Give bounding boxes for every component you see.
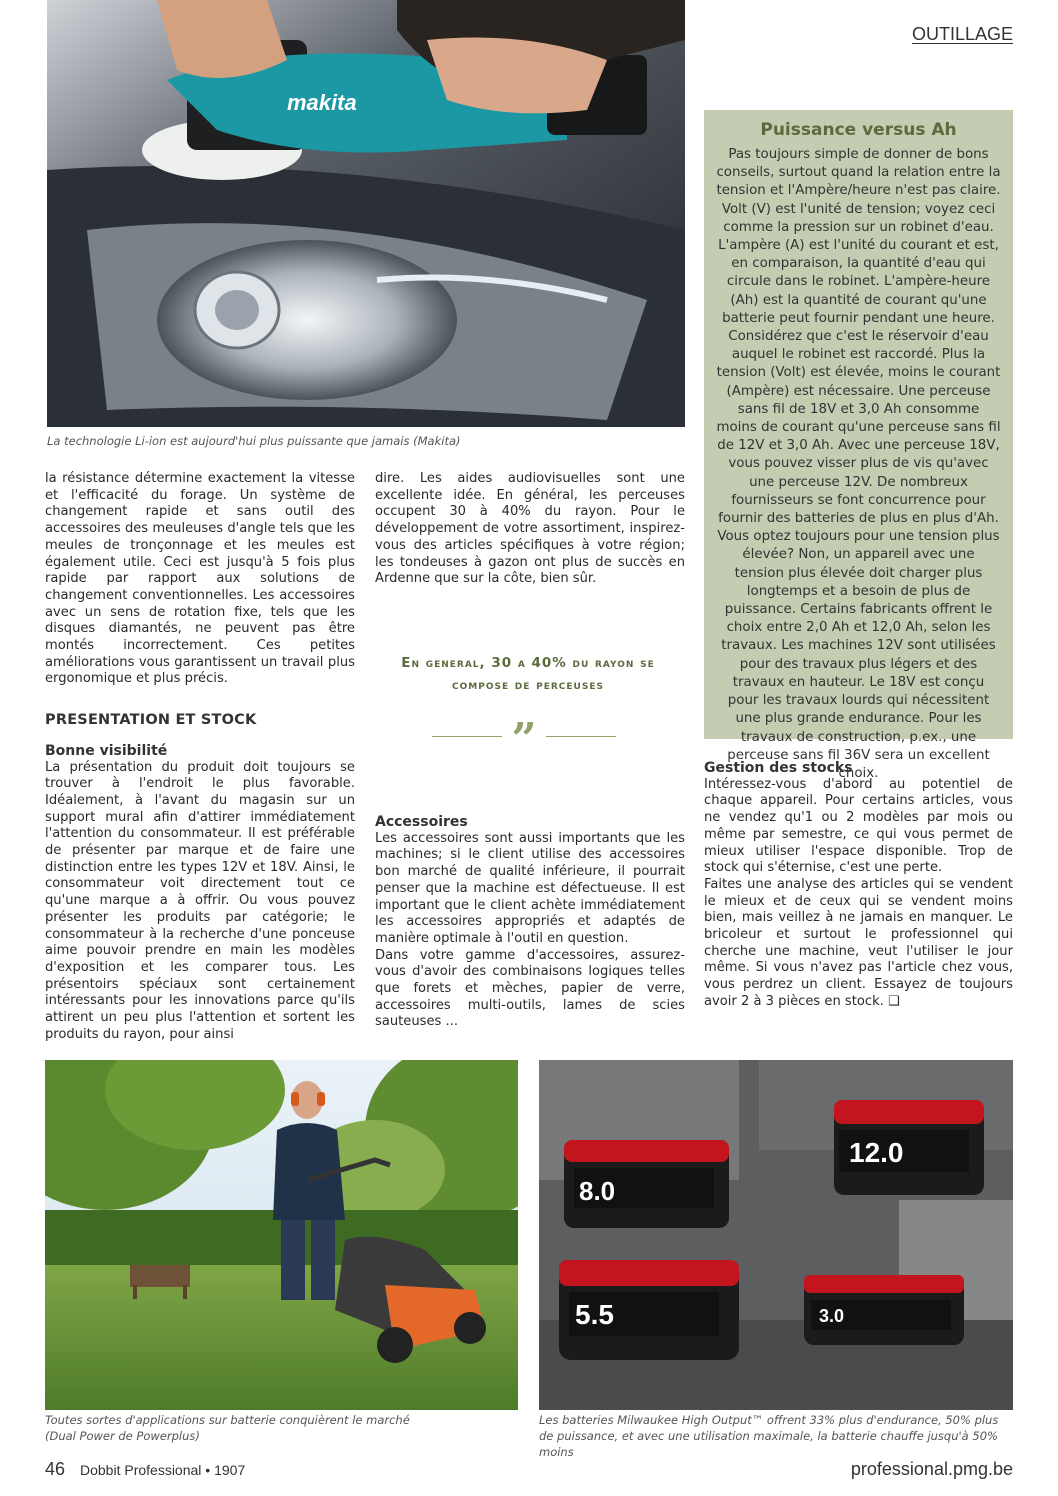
divider-line-right (546, 736, 616, 737)
col3-paragraph-1: Intéressez-vous d'abord au potentiel de chaque appareil. Pour certains articles, vous ne vendez qu'1 ou 2 modèles par mois ou même par semestre, ce qui vous permet de mieux utiliser l'espace disponible. Trop de stock qui s'éternise, c'est une perte. (704, 776, 1013, 876)
website-link[interactable]: professional.pmg.be (850, 1459, 1013, 1479)
column-2-lower (375, 814, 685, 1031)
col1-paragraph-2: La présentation du produit doit toujours se trouver à l'endroit le plus favorable. Idéalement, à l'avant du magasin sur un support mural afin d'attirer immédiatement l'attention du consommateur. Il est préférable de présenter par marque et de faire une distinction entre les types 12V et 18V. Ainsi, le consommateur voit directement tout ce qu'une marque a à offrir. Ou vous pouvez présenter les produits par catégorie; le consommateur à la recherche d'une ponceuse aime pouvoir prendre en main les modèles d'exposition et les comparer tous. Les présentoirs spéciaux sont certainement intéressants pour les innovations parce qu'ils attirent un peu plus l'attention et sortent les produits du rayon, pour ainsi (45, 759, 355, 1042)
col2-paragraph-1: dire. Les aides audiovisuelles sont une excellente idée. En général, les perceuses occupent 30 à 40% du rayon. Pour le développement de votre assortiment, inspirez-vous des articles spécifiques à votre région; les tondeuses à gazon ont plus de succès en Ardenne que sur la côte, bien sûr. (375, 471, 685, 587)
pull-quote-line-2: compose de perceuses (452, 677, 604, 693)
batteries-caption: Les batteries Milwaukee High Output™ offrent 33% plus d'endurance, 50% plus de puissance, et avec une utilisation maximale, la batterie chauffe jusqu'à 50% moins (539, 1413, 999, 1459)
pull-quote-line-1: En general, 30 a 40% du rayon se (401, 655, 655, 671)
column-1 (45, 471, 355, 1044)
lawnmower-photo (45, 1060, 518, 1410)
makita-logo: makita (287, 90, 357, 115)
column-2 (375, 471, 685, 588)
column-3 (704, 760, 1013, 1011)
battery-label-8-0: 8.0 (579, 1176, 616, 1206)
battery-3-0 (804, 1275, 964, 1345)
section-title: PRESENTATION ET STOCK (45, 712, 257, 729)
divider-line-left (432, 736, 502, 737)
page-number: 46 (45, 1459, 66, 1479)
quote-mark-icon: ” (511, 714, 537, 765)
col3-paragraph-2: Faites une analyse des articles qui se vendent le mieux et de ceux qui se vendent moins bien, mais veillez à ne jamais en manquer. Le bricoleur et surtout le professionnel qui cherche une machine, veut l'utiliser le jour même. Si vous n'avez pas l'article chez vous, vous perdrez un client. Essayez de toujours avoir 2 à 3 pièces en stock. ❑ (704, 876, 1013, 1009)
subtitle-gestion-des-stocks: Gestion des stocks (704, 760, 853, 776)
section-label: OUTILLAGE (911, 24, 1013, 44)
lawnmower-caption: Toutes sortes d'applications sur batterie conquièrent le marché (Dual Power de Powerplus) (45, 1413, 410, 1443)
publication-name: Dobbit Professional • 1907 (80, 1462, 246, 1478)
battery-12-0 (834, 1100, 984, 1195)
subtitle-accessoires: Accessoires (375, 814, 468, 830)
batteries-photo (539, 1060, 1013, 1410)
battery-8-0 (564, 1140, 729, 1228)
col2-paragraph-2: Les accessoires sont aussi importants que les machines; si le client utilise des accessoires bon marché de qualité inférieure, il pourrait penser que la machine est défectueuse. Il est important que le client achète immédiatement les accessoires appropriés et adaptés de manière optimale à l'outil en question. (375, 830, 685, 946)
col1-paragraph-1: la résistance détermine exactement la vitesse et l'efficacité du forage. Un système de changement rapide et sans outil des accessoires des meuleuses d'angle tels que les meules de tronçonnage et les meules est également utile. Ceci est jusqu'à 5 fois plus rapide par rapport aux solutions de changement conventionnelles. Les accessoires avec un sens de rotation fixe, tels que les disques diamantés, ne peuvent pas être montés incorrectement. Ces petites améliorations vous garantissent un travail plus ergonomique et plus précis. (45, 471, 355, 687)
battery-5-5 (559, 1260, 739, 1360)
makita-photo (47, 0, 685, 427)
battery-label-5-5: 5.5 (575, 1299, 614, 1330)
sidebar-title: Puissance versus Ah (760, 120, 957, 140)
top-photo-caption: La technologie Li-ion est aujourd'hui plus puissante que jamais (Makita) (47, 434, 461, 448)
quote-divider (432, 714, 616, 765)
subtitle-bonne-visibilite: Bonne visibilité (45, 742, 168, 759)
battery-label-3-0: 3.0 (819, 1306, 845, 1326)
col2-paragraph-3: Dans votre gamme d'accessoires, assurez-vous d'avoir des combinaisons logiques telles que forets et mèches, papier de verre, accessoires multi-outils, lames de scies sauteuses ... (375, 947, 685, 1030)
pull-quote (380, 652, 676, 696)
sidebar-text: Pas toujours simple de donner de bons conseils, surtout quand la relation entre la tension et l'Ampère/heure n'est pas claire. Volt (V) est l'unité de tension; voyez ceci comme la pression sur un robinet d'eau. L'ampère (A) est l'unité du courant et est, en comparaison, la quantité d'eau qui circule dans le robinet. L'ampère-heure (Ah) est la quantité de courant qu'une batterie peut fournir pendant une heure. Considérez que c'est le réservoir d'eau auquel le robinet est raccordé. Plus la tension (Volt) est élevée, moins le courant (Ampère) est nécessaire. Une perceuse sans fil de 18V et 3,0 Ah consomme moins de courant qu'une perceuse sans fil de 12V et 3,0 Ah. Avec une perceuse 18V, vous pouvez visser plus de vis qu'avec une perceuse 12V. De nombreux fournisseurs se font concurrence pour fournir des batteries de plus en plus d'Ah. Vous optez toujours pour une tension plus élevée? Non, un appareil avec une tension plus élevée doit charger plus longtemps et a besoin de plus de puissance. Certains fabricants offrent le choix entre 2,0 Ah et 12,0 Ah, selon les travaux. Les machines 12V sont utilisées pour des travaux plus légers et des travaux en hauteur. Le 18V est conçu pour les travaux lourds qui nécessitent une plus grande endurance. Pour les travaux de construction, p.ex., une perceuse sans fil 36V sera un excellent choix. (716, 147, 1001, 781)
battery-label-12-0: 12.0 (849, 1137, 904, 1168)
